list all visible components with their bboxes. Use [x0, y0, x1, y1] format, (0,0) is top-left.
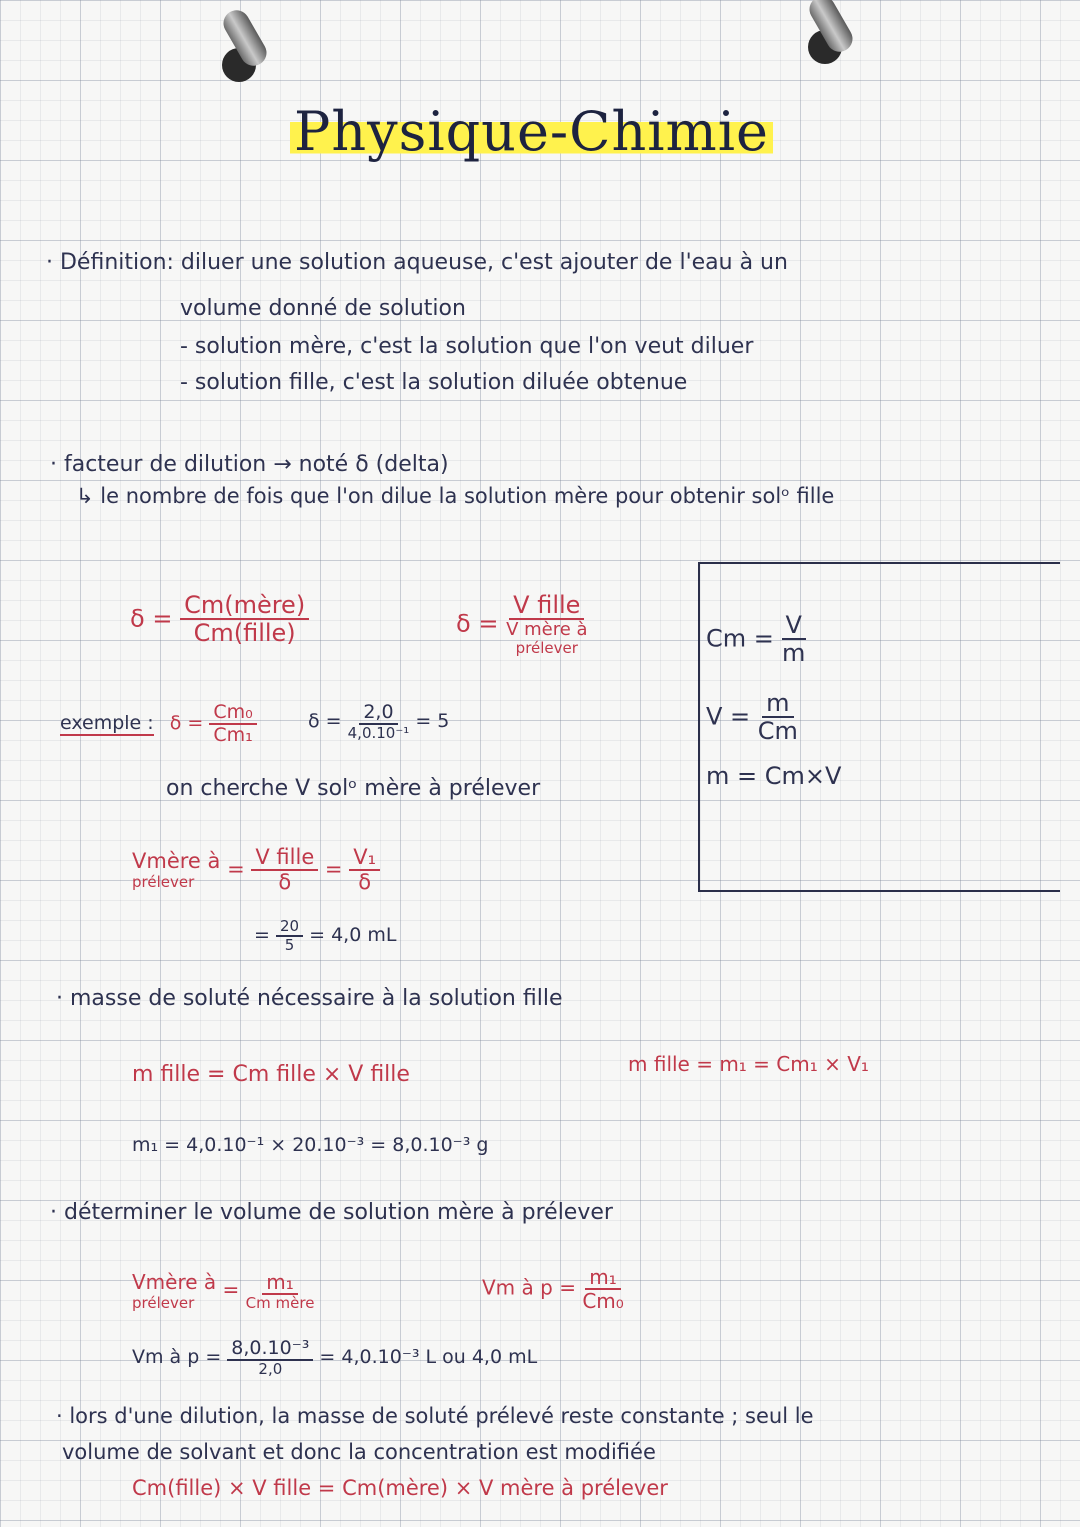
- definition-line-2: volume donné de solution: [180, 296, 466, 321]
- conclusion-line-2: volume de solvant et donc la concentration est modifiée: [62, 1440, 656, 1464]
- definition-line-4: - solution fille, c'est la solution diluée obtenue: [180, 370, 688, 395]
- example-result: = $\frac{20}{5}$ = 4,0 mL: [254, 917, 397, 954]
- factor-line-2: ↳ le nombre de fois que l'on dilue la solution mère pour obtenir solᵒ fille: [76, 484, 835, 508]
- volume-heading: · déterminer le volume de solution mère à prélever: [50, 1200, 613, 1225]
- mass-formula-2: m fille = m₁ = Cm₁ × V₁: [628, 1052, 869, 1076]
- box-formula-v: V = $\frac{m}{Cm}$: [706, 689, 798, 746]
- delta-formula-concentration: δ = $\frac{\text{Cm(mère)}}{\text{Cm(fille)}}$: [130, 592, 309, 647]
- delta-formula-volume: δ = V fille V mère à prélever: [456, 591, 588, 658]
- example-search: on cherche V solᵒ mère à prélever: [166, 776, 541, 801]
- example-calc: δ = $\frac{2,0}{\text{4,0.10⁻¹}}$ = 5: [308, 701, 450, 742]
- box-formula-m: m = Cm×V: [706, 762, 842, 790]
- definition-line-1: · Définition: diluer une solution aqueuse, c'est ajouter de l'eau à un: [46, 250, 788, 275]
- example-formula: exemple : δ = $\frac{\text{Cm₀}}{\text{Cm₁}}$: [60, 702, 257, 746]
- volume-calc: Vm à p = $\frac{\text{8,0.10⁻³}}{2,0}$ = 4,0.10⁻³ L ou 4,0 mL: [132, 1337, 538, 1378]
- page-title: Physique-Chimie: [290, 100, 773, 163]
- volume-formula-short: Vm à p = $\frac{\text{m₁}}{\text{Cm₀}}$: [482, 1265, 624, 1313]
- mass-calc: m₁ = 4,0.10⁻¹ × 20.10⁻³ = 8,0.10⁻³ g: [132, 1134, 489, 1156]
- conclusion-line-1: · lors d'une dilution, la masse de soluté prélevé reste constante ; seul le: [56, 1404, 814, 1428]
- mass-formula-1: m fille = Cm fille × V fille: [132, 1062, 410, 1087]
- example-vmere-formula: Vmère à prélever = $\frac{\text{V fille}}{\delta}$ = $\frac{\text{V₁}}{\delta}$: [132, 846, 380, 894]
- box-formula-cm: Cm = $\frac{V}{m}$: [706, 611, 806, 668]
- volume-formula: Vmère à prélever = $\frac{\text{m₁}}{\text{Cm mère}}$: [132, 1269, 315, 1312]
- factor-line-1: · facteur de dilution → noté δ (delta): [50, 452, 449, 477]
- conclusion-formula: Cm(fille) × V fille = Cm(mère) × V mère à prélever: [132, 1476, 668, 1500]
- definition-line-3: - solution mère, c'est la solution que l'on veut diluer: [180, 334, 754, 359]
- mass-heading: · masse de soluté nécessaire à la solution fille: [56, 986, 563, 1011]
